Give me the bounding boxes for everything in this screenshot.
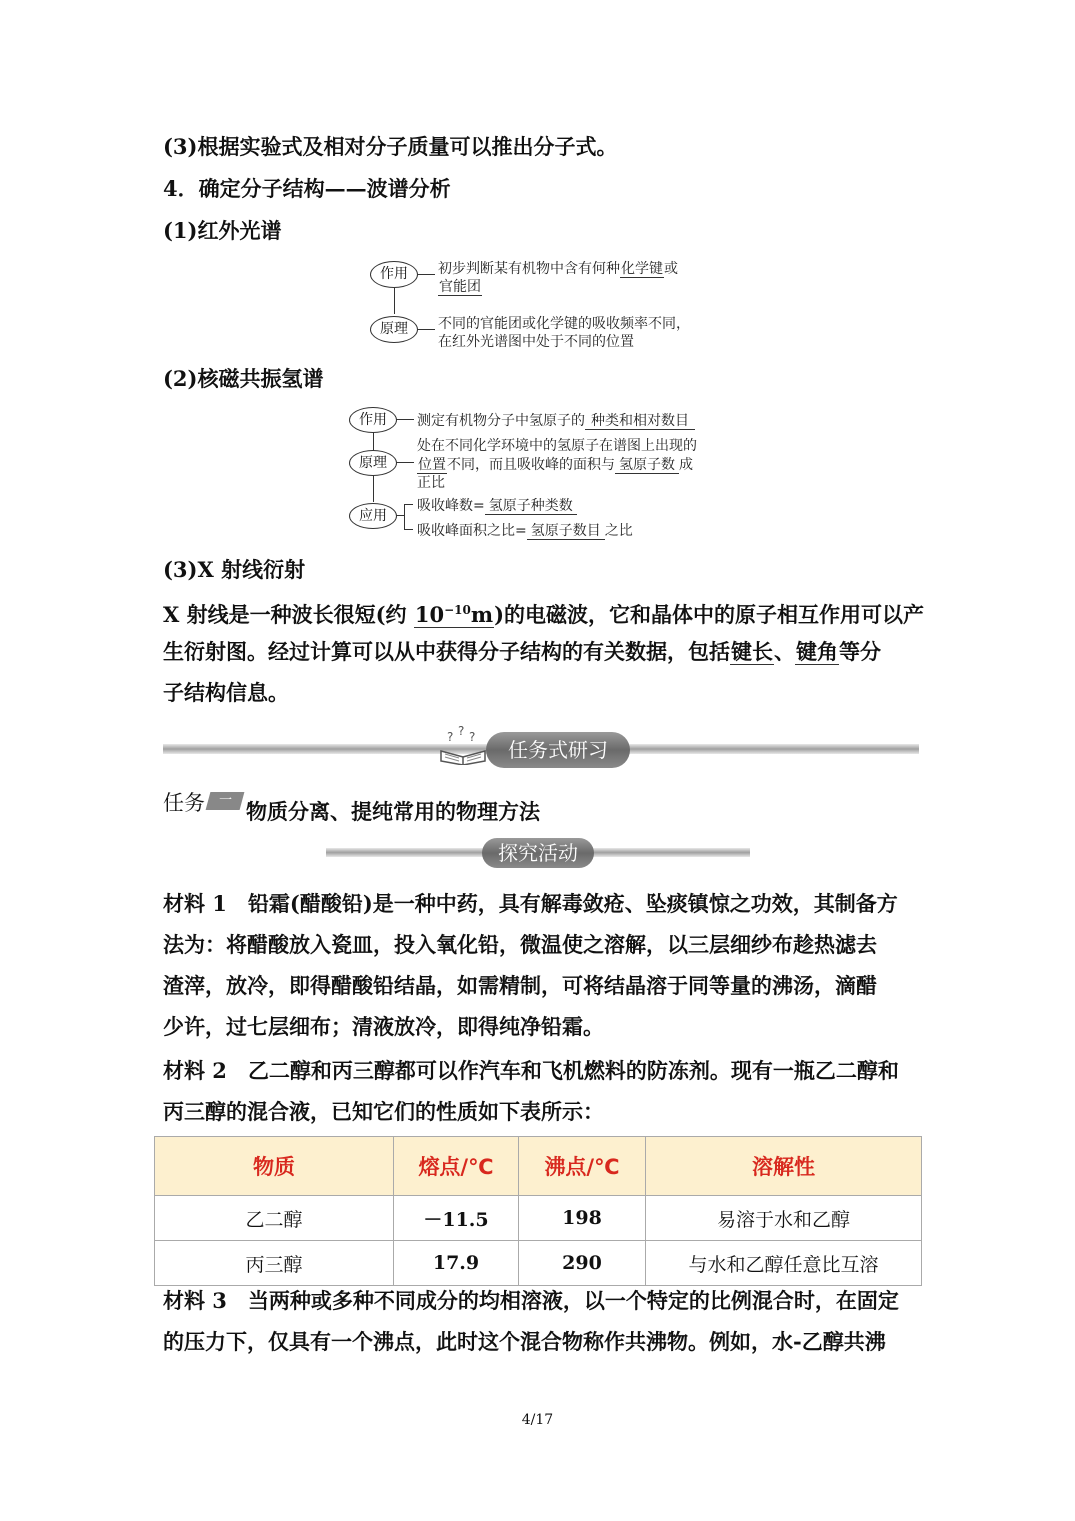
nmr-app2-fill: 氢原子数目 <box>527 523 605 540</box>
nmr-principle-oval: 原理 <box>349 450 397 476</box>
svg-text:?: ? <box>469 730 476 744</box>
material3-line2: 的压力下，仅具有一个沸点，此时这个混合物称作共沸物。例如，水-乙醇共沸 <box>163 1329 886 1354</box>
table-cell: 198 <box>519 1196 646 1241</box>
table-cell: －11.5 <box>394 1196 519 1241</box>
xray-line2: 生衍射图。经过计算可以从中获得分子结构的有关数据，包括键长、键角等分 <box>163 639 881 664</box>
table-cell: 290 <box>519 1241 646 1286</box>
nmr-principle-fill1: 位置 <box>418 457 446 473</box>
banner-title: 任务式研习 <box>486 732 630 768</box>
xray-wavelength-fill: $10^{-10}m$ <box>414 602 494 627</box>
heading-nmr: (2)核磁共振氢谱 <box>163 366 324 391</box>
table-header: 熔点/℃ <box>394 1137 519 1196</box>
nmr-use-text: 测定有机物分子中氢原子的 种类和相对数目 <box>417 410 695 430</box>
svg-text:?: ? <box>458 725 465 738</box>
nmr-app-bracket <box>404 504 413 530</box>
material2-line1: 材料 2 乙二醇和丙三醇都可以作汽车和飞机燃料的防冻剂。现有一瓶乙二醇和 <box>163 1058 899 1083</box>
table-cell: 易溶于水和乙醇 <box>646 1196 922 1241</box>
nmr-principle-line2: 位置不同，而且吸收峰的面积与 氢原子数 成 <box>418 457 693 473</box>
page-number: 4/17 <box>521 1412 554 1428</box>
table-row <box>155 1241 922 1286</box>
ir-principle-line1: 不同的官能团或化学键的吸收频率不同， <box>438 316 690 332</box>
material1-line4: 少许，过七层细布；清液放冷，即得纯净铅霜。 <box>163 1014 604 1039</box>
xray-line3: 子结构信息。 <box>163 680 289 705</box>
heading-wave-spectrum: 4．确定分子结构——波谱分析 <box>163 176 451 201</box>
material2-line2: 丙三醇的混合液，已知它们的性质如下表所示： <box>163 1099 604 1124</box>
nmr-app1: 吸收峰数= 氢原子种类数 <box>417 495 577 515</box>
nmr-principle-fill2: 氢原子数 <box>615 457 679 474</box>
book-question-icon <box>437 725 489 765</box>
nmr-app1-fill: 氢原子种类数 <box>485 498 577 515</box>
material1-line1: 材料 1 铅霜(醋酸铅)是一种中药，具有解毒敛疮、坠痰镇惊之功效，其制备方 <box>163 891 898 916</box>
xray-line1: X 射线是一种波长很短(约 $10^{-10}m$)的电磁波，它和晶体中的原子相互作用可以产 <box>163 602 925 627</box>
task-title: 物质分离、提纯常用的物理方法 <box>246 799 540 824</box>
task-prefix: 任务 <box>163 791 205 815</box>
ir-use-fill2: 官能团 <box>439 279 481 295</box>
table-cell: 与水和乙醇任意比互溶 <box>646 1241 922 1286</box>
material3-line1: 材料 3 当两种或多种不同成分的均相溶液，以一个特定的比例混合时，在固定 <box>163 1288 899 1313</box>
table-cell: 17.9 <box>394 1241 519 1286</box>
material1-line3: 渣滓，放冷，即得醋酸铅结晶，如需精制，可将结晶溶于同等量的沸汤，滴醋 <box>163 973 877 998</box>
nmr-principle-line1: 处在不同化学环境中的氢原子在谱图上出现的 <box>417 438 697 454</box>
nmr-app-oval: 应用 <box>349 503 397 529</box>
heading-ir: (1)红外光谱 <box>163 218 282 243</box>
ir-use-fill: 化学键 <box>621 261 663 277</box>
task-number-badge: 一 <box>206 792 245 810</box>
table-header: 沸点/℃ <box>519 1137 646 1196</box>
table-header: 物质 <box>155 1137 394 1196</box>
svg-text:?: ? <box>447 730 454 744</box>
nmr-principle-line3: 正比 <box>417 475 445 491</box>
xray-fill-bond-length: 键长 <box>731 639 773 664</box>
line-molecular-formula: (3)根据实验式及相对分子质量可以推出分子式。 <box>163 134 618 159</box>
heading-xray: (3)X 射线衍射 <box>163 557 306 582</box>
ir-use-text: 初步判断某有机物中含有何种化学键或 <box>438 261 678 277</box>
ir-principle-line2: 在红外光谱图中处于不同的位置 <box>438 334 634 350</box>
activity-title: 探究活动 <box>482 838 594 868</box>
xray-fill-bond-angle: 键角 <box>796 639 838 664</box>
table-header-row <box>155 1137 922 1196</box>
nmr-app2: 吸收峰面积之比= 氢原子数目 之比 <box>417 523 633 539</box>
properties-table <box>154 1136 922 1286</box>
ir-principle-oval: 原理 <box>370 316 418 343</box>
table-header: 溶解性 <box>646 1137 922 1196</box>
nmr-use-oval: 作用 <box>349 407 397 433</box>
nmr-use-fill: 种类和相对数目 <box>585 413 695 430</box>
table-cell: 乙二醇 <box>155 1196 394 1241</box>
table-cell: 丙三醇 <box>155 1241 394 1286</box>
table-row <box>155 1196 922 1241</box>
ir-use-oval: 作用 <box>370 261 418 288</box>
material1-line2: 法为：将醋酸放入瓷皿，投入氧化铅，微温使之溶解，以三层细纱布趁热滤去 <box>163 932 877 957</box>
